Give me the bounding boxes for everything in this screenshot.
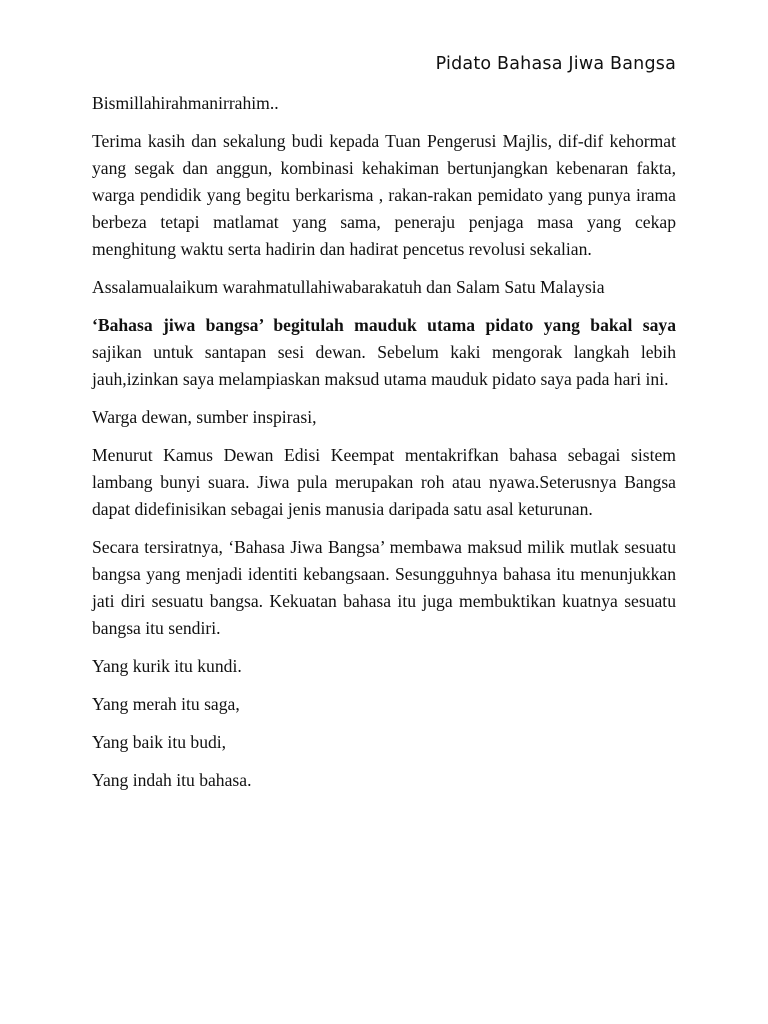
topic-rest-text: sajikan untuk santapan sesi dewan. Sebelum kaki mengorak langkah lebih jauh,izinkan saya melampiaskan maksud utama mauduk pidato saya pada hari ini. xyxy=(92,342,676,389)
pantun-line: Yang kurik itu kundi. xyxy=(92,656,242,676)
paragraph-definition: Menurut Kamus Dewan Edisi Keempat mentakrifkan bahasa sebagai sistem lambang bunyi suara. Jiwa pula merupakan roh atau nyawa.Seterusnya Bangsa dapat didefinisikan sebagai jenis manusia daripada satu asal keturunan. xyxy=(92,445,676,519)
pantun-line: Yang indah itu bahasa. xyxy=(92,770,252,790)
topic-bold-text: ‘Bahasa jiwa bangsa’ begitulah mauduk utama pidato yang bakal saya xyxy=(92,315,676,335)
paragraph-address: Warga dewan, sumber inspirasi, xyxy=(92,407,317,427)
document-page xyxy=(92,50,676,805)
paragraph-salam: Assalamualaikum warahmatullahiwabarakatuh dan Salam Satu Malaysia xyxy=(92,277,605,297)
paragraph-opening: Bismillahirahmanirrahim.. xyxy=(92,93,279,113)
document-title: Pidato Bahasa Jiwa Bangsa xyxy=(435,54,676,74)
paragraph-topic xyxy=(92,312,676,393)
paragraph-meaning: Secara tersiratnya, ‘Bahasa Jiwa Bangsa’ membawa maksud milik mutlak sesuatu bangsa yang menjadi identiti kebangsaan. Sesungguhnya bahasa itu menunjukkan jati diri sesuatu bangsa. Kekuatan bahasa itu juga membuktikan kuatnya sesuatu bangsa itu sendiri. xyxy=(92,537,676,638)
paragraph-greeting: Terima kasih dan sekalung budi kepada Tuan Pengerusi Majlis, dif-dif kehormat yang segak dan anggun, kombinasi kehakiman bertunjangkan kebenaran fakta, warga pendidik yang begitu berkarisma , rakan-rakan pemidato yang punya irama berbeza tetapi matlamat yang sama, peneraju penjaga masa yang cekap menghitung waktu serta hadirin dan hadirat pencetus revolusi sekalian. xyxy=(92,131,676,259)
pantun-line: Yang merah itu saga, xyxy=(92,694,240,714)
pantun-line: Yang baik itu budi, xyxy=(92,732,227,752)
